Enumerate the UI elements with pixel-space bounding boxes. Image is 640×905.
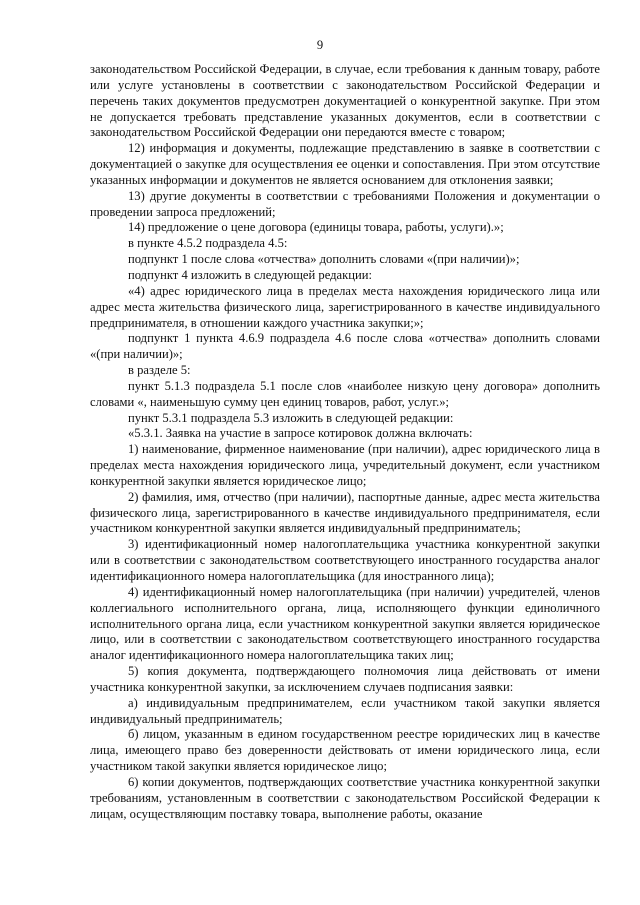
- page-number: 9: [316, 38, 324, 52]
- paragraph: 12) информация и документы, подлежащие представлению в заявке в соответствии с документацией о закупке для осуществления ее оценки и сопоставления. При этом отсутствие указанных информации и документов не является основанием для отклонения заявки;: [90, 141, 600, 187]
- paragraph: пункт 5.1.3 подраздела 5.1 после слов «наиболее низкую цену договора» дополнить словами «, наименьшую сумму цен единиц товаров, работ, услуг.»;: [90, 378, 600, 409]
- paragraph: 1) наименование, фирменное наименование (при наличии), адрес юридического лица в пределах места нахождения юридического лица, учредительный документ, если участником конкурентной закупки является юридическое лицо;: [90, 442, 600, 488]
- paragraph: 5) копия документа, подтверждающего полномочия лица действовать от имени участника конкурентной закупки, за исключением случаев подписания заявки:: [90, 664, 600, 694]
- paragraph: 4) идентификационный номер налогоплательщика (при наличии) учредителей, членов коллегиального исполнительного органа, лица, исполняющего функции единоличного исполнительного органа лица, если участником конкурентной закупки является юридическое лицо, или в соответствии с законодательством соответствующего иностранного государства аналог идентификационного номера налогоплательщика таких лиц;: [90, 584, 600, 663]
- paragraph: 6) копии документов, подтверждающих соответствие участника конкурентной закупки требованиям, установленным в соответствии с законодательством Российской Федерации к лицам, осуществляющим поставку товара, выполнение работы, оказание: [90, 774, 600, 821]
- paragraph: в разделе 5:: [128, 363, 191, 378]
- paragraph: подпункт 1 после слова «отчества» дополнить словами «(при наличии)»;: [128, 252, 520, 267]
- paragraph: подпункт 4 изложить в следующей редакции:: [128, 267, 372, 282]
- paragraph: б) лицом, указанным в едином государственном реестре юридических лиц в качестве лица, имеющего право без доверенности действовать от имени юридического лица, если участником такой закупки является юридическое лицо;: [90, 727, 600, 774]
- paragraph: подпункт 1 пункта 4.6.9 подраздела 4.6 после слова «отчества» дополнить словами «(при наличии)»;: [90, 331, 600, 362]
- paragraph: а) индивидуальным предпринимателем, если участником такой закупки является индивидуальный предприниматель;: [90, 695, 600, 726]
- paragraph: пункт 5.3.1 подраздела 5.3 изложить в следующей редакции:: [128, 410, 454, 425]
- paragraph: 2) фамилия, имя, отчество (при наличии), паспортные данные, адрес места жительства физического лица, зарегистрированного в качестве индивидуального предпринимателя, если участником конкурентной закупки является индивидуальный предприниматель;: [90, 489, 600, 536]
- paragraph: законодательством Российской Федерации, в случае, если требования к данным товару, работе или услуге установлены в соответствии с законодательством Российской Федерации и перечень таких документов предусмотрен документацией о конкурентной закупке. При этом не допускается требовать представление указанных документов, если в соответствии с законодательством Российской Федерации они передаются вместе с товаром;: [90, 62, 600, 140]
- document-body: [90, 62, 600, 823]
- paragraph: «5.3.1. Заявка на участие в запросе котировок должна включать:: [128, 426, 473, 441]
- paragraph: 3) идентификационный номер налогоплательщика участника конкурентной закупки или в соответствии с законодательством соответствующего иностранного государства аналог идентификационного номера налогоплательщика (для иностранного лица);: [90, 537, 600, 583]
- paragraph: «4) адрес юридического лица в пределах места нахождения юридического лица или адрес места жительства физического лица, зарегистрированного в качестве индивидуального предпринимателя, в отношении каждого участника закупки;»;: [90, 283, 600, 330]
- paragraph: в пункте 4.5.2 подраздела 4.5:: [128, 236, 288, 251]
- paragraph: 13) другие документы в соответствии с требованиями Положения и документации о проведении запроса предложений;: [90, 188, 600, 219]
- paragraph: 14) предложение о цене договора (единицы товара, работы, услуги).»;: [128, 220, 504, 235]
